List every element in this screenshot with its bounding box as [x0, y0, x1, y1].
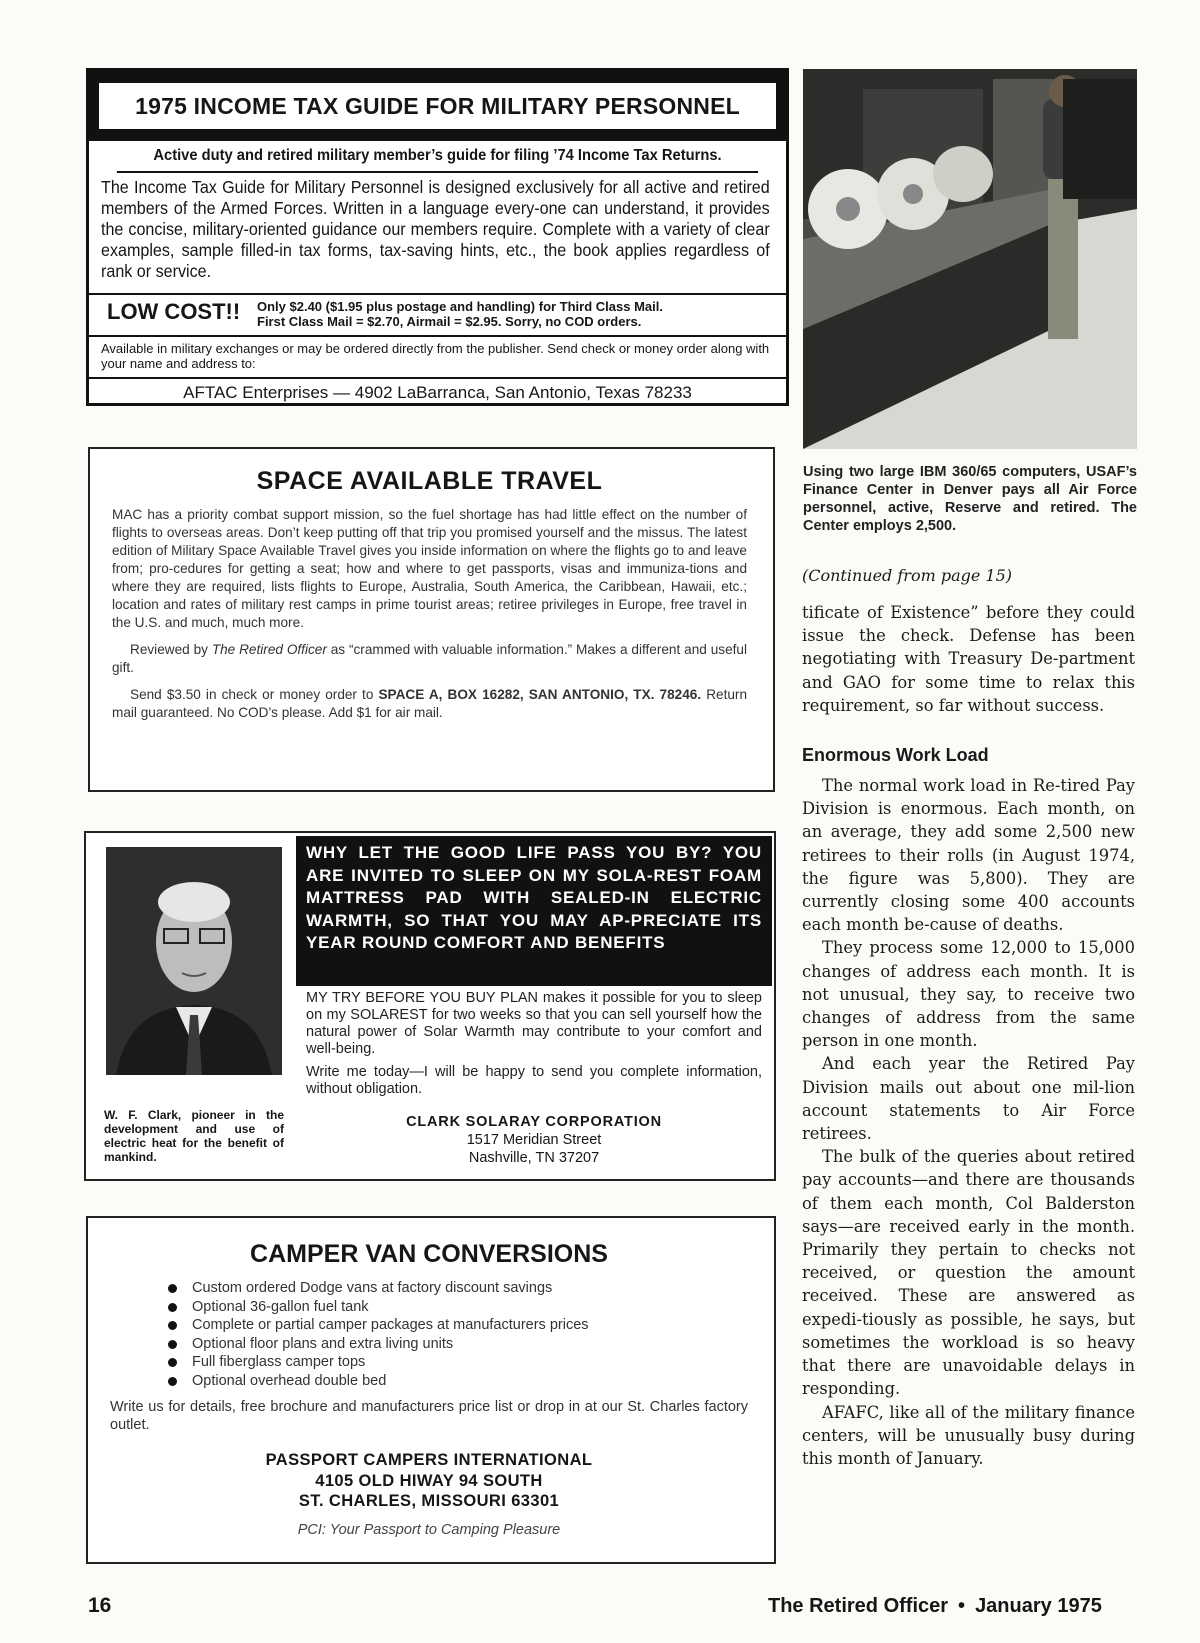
- computer-room-photo: [803, 69, 1137, 449]
- camper-ad-write: Write us for details, free brochure and manufacturers price list or drop in at our St. Charles factory outlet.: [110, 1399, 748, 1433]
- tax-ad-body: The Income Tax Guide for Military Personnel is designed exclusively for all active and retired members of the Armed Forces. Written in a language every-one can understand, it provides the concise, military-oriented guidance our members require. Complete with a variety of clear examples, sample filled-in tax forms, tax-saving hints, etc., the book applies regardless of rank or service.: [89, 173, 786, 295]
- article-paragraph: And each year the Retired Pay Division mails out about one mil-lion account statements to Air Force retirees.: [802, 1054, 1135, 1144]
- space-available-travel-ad: [88, 447, 775, 792]
- camper-feature-list: [168, 1279, 748, 1390]
- article-paragraph: AFAFC, like all of the military finance centers, will be unusually busy during this month of January.: [802, 1402, 1135, 1468]
- publication-footer: The Retired Officer • January 1975: [768, 1595, 1102, 1617]
- continued-note: (Continued from page 15): [802, 566, 1013, 585]
- list-item: Optional 36-gallon fuel tank: [168, 1298, 748, 1317]
- space-ad-description: MAC has a priority combat support mission, so the fuel shortage has had little effect on the number of flights to overseas areas. Don’t keep putting off that trip you promised yourself and the missus. The latest edition of Military Space Available Travel gives you inside information on where the flights go to and leave from; pro-cedures for getting a seat; how and where to get passports, visas and immuniza-tions and where they are required, lists flights to Europe, Australia, South America, the Caribbean, Hawaii, etc.; location and rates of military rest camps in prime tourist areas; retiree privileges in Europe, free travel in the U.S. and much, much more.: [112, 507, 747, 630]
- camper-ad-tagline: PCI: Your Passport to Camping Pleasure: [297, 1521, 561, 1538]
- article-paragraph: They process some 12,000 to 15,000 changes of address each month. It is not unusual, they say, to receive two changes of address from the same person in one month.: [802, 938, 1135, 1051]
- tax-ad-price-text: Only $2.40 ($1.95 plus postage and handling) for Third Class Mail. First Class Mail = $2.70, Airmail = $2.95. Sorry, no COD orders.: [257, 299, 663, 329]
- tax-ad-price-row: [89, 295, 786, 337]
- solaray-address: CLARK SOLARAY CORPORATION 1517 Meridian Street Nashville, TN 37207: [406, 1114, 662, 1166]
- portrait-caption: W. F. Clark, pioneer in the development and use of electric heat for the benefit of mankind.: [104, 1108, 284, 1164]
- list-item: Optional floor plans and extra living units: [168, 1335, 748, 1354]
- tax-guide-ad: [86, 68, 789, 406]
- photo-caption: Using two large IBM 360/65 computers, USAF’s Finance Center in Denver pays all Air Force personnel, active, Reserve and retired. The Center employs 2,500.: [803, 464, 1137, 534]
- list-item: Full fiberglass camper tops: [168, 1353, 748, 1372]
- list-item: Complete or partial camper packages at manufacturers prices: [168, 1316, 748, 1335]
- tax-ad-subtitle: Active duty and retired military member’s guide for filing ’74 Income Tax Returns.: [117, 141, 758, 173]
- space-ad-review: Reviewed by The Retired Officer as “crammed with valuable information.” Makes a different and useful gift.: [112, 642, 747, 675]
- tax-ad-low-cost: LOW COST!!: [107, 299, 241, 324]
- solaray-body: MY TRY BEFORE YOU BUY PLAN makes it possible for you to sleep on my SOLAREST for two weeks so that you can sell yourself how the natural power of Solar Warmth may contribute to your comfort and well-being. Write me today—I will be happy to send you complete information, without obligation.: [306, 990, 762, 1097]
- article-paragraph: The normal work load in Re-tired Pay Division is enormous. Each month, on an average, they add some 2,500 new retirees to their rolls (in August 1974, the figure was 5,800). They are currently closing some 400 accounts each month be-cause of deaths.: [802, 776, 1135, 935]
- camper-van-ad: [86, 1216, 776, 1564]
- article-subheading: Enormous Work Load: [802, 745, 989, 766]
- camper-ad-address: PASSPORT CAMPERS INTERNATIONAL 4105 OLD HIWAY 94 SOUTH ST. CHARLES, MISSOURI 63301: [265, 1451, 593, 1510]
- clark-portrait: [106, 847, 282, 1075]
- article-paragraph: tificate of Existence” before they could issue the check. Defense has been negotiating with Treasury De-partment and GAO for some time to relax this requirement, so far without success.: [802, 603, 1135, 715]
- tax-ad-title: 1975 INCOME TAX GUIDE FOR MILITARY PERSONNEL: [99, 83, 776, 129]
- page-number: 16: [88, 1594, 112, 1617]
- solaray-headline: WHY LET THE GOOD LIFE PASS YOU BY? YOU ARE INVITED TO SLEEP ON MY SOLA-REST FOAM MATTRESS PAD WITH SEALED-IN ELECTRIC WARMTH, SO THAT YOU MAY AP-PRECIATE ITS YEAR ROUND COMFORT AND BENEFITS: [296, 836, 772, 986]
- tax-ad-availability: Available in military exchanges or may be ordered directly from the publisher. Send check or money order along with your name and address to:: [89, 337, 786, 379]
- tax-ad-title-bar: [89, 71, 786, 141]
- list-item: Optional overhead double bed: [168, 1372, 748, 1391]
- space-ad-order-info: Send $3.50 in check or money order to SPACE A, BOX 16282, SAN ANTONIO, TX. 78246. Return mail guaranteed. No COD’s please. Add $1 for air mail.: [112, 687, 748, 720]
- solaray-ad: [84, 831, 776, 1181]
- camper-ad-title: CAMPER VAN CONVERSIONS: [250, 1240, 608, 1268]
- article-column: [802, 566, 1135, 1470]
- article-paragraph: The bulk of the queries about retired pay accounts—and there are thousands of them each month, Col Balderston says—are received early in the month. Primarily they pertain to checks not received, or question the amount received. These are answered as expedi-tiously as possible, he says, but sometimes the workload is so heavy that there are unavoidable delays in responding.: [802, 1147, 1135, 1399]
- space-ad-title: SPACE AVAILABLE TRAVEL: [256, 467, 603, 495]
- list-item: Custom ordered Dodge vans at factory discount savings: [168, 1279, 748, 1298]
- tax-ad-address: AFTAC Enterprises — 4902 LaBarranca, San Antonio, Texas 78233: [183, 383, 692, 402]
